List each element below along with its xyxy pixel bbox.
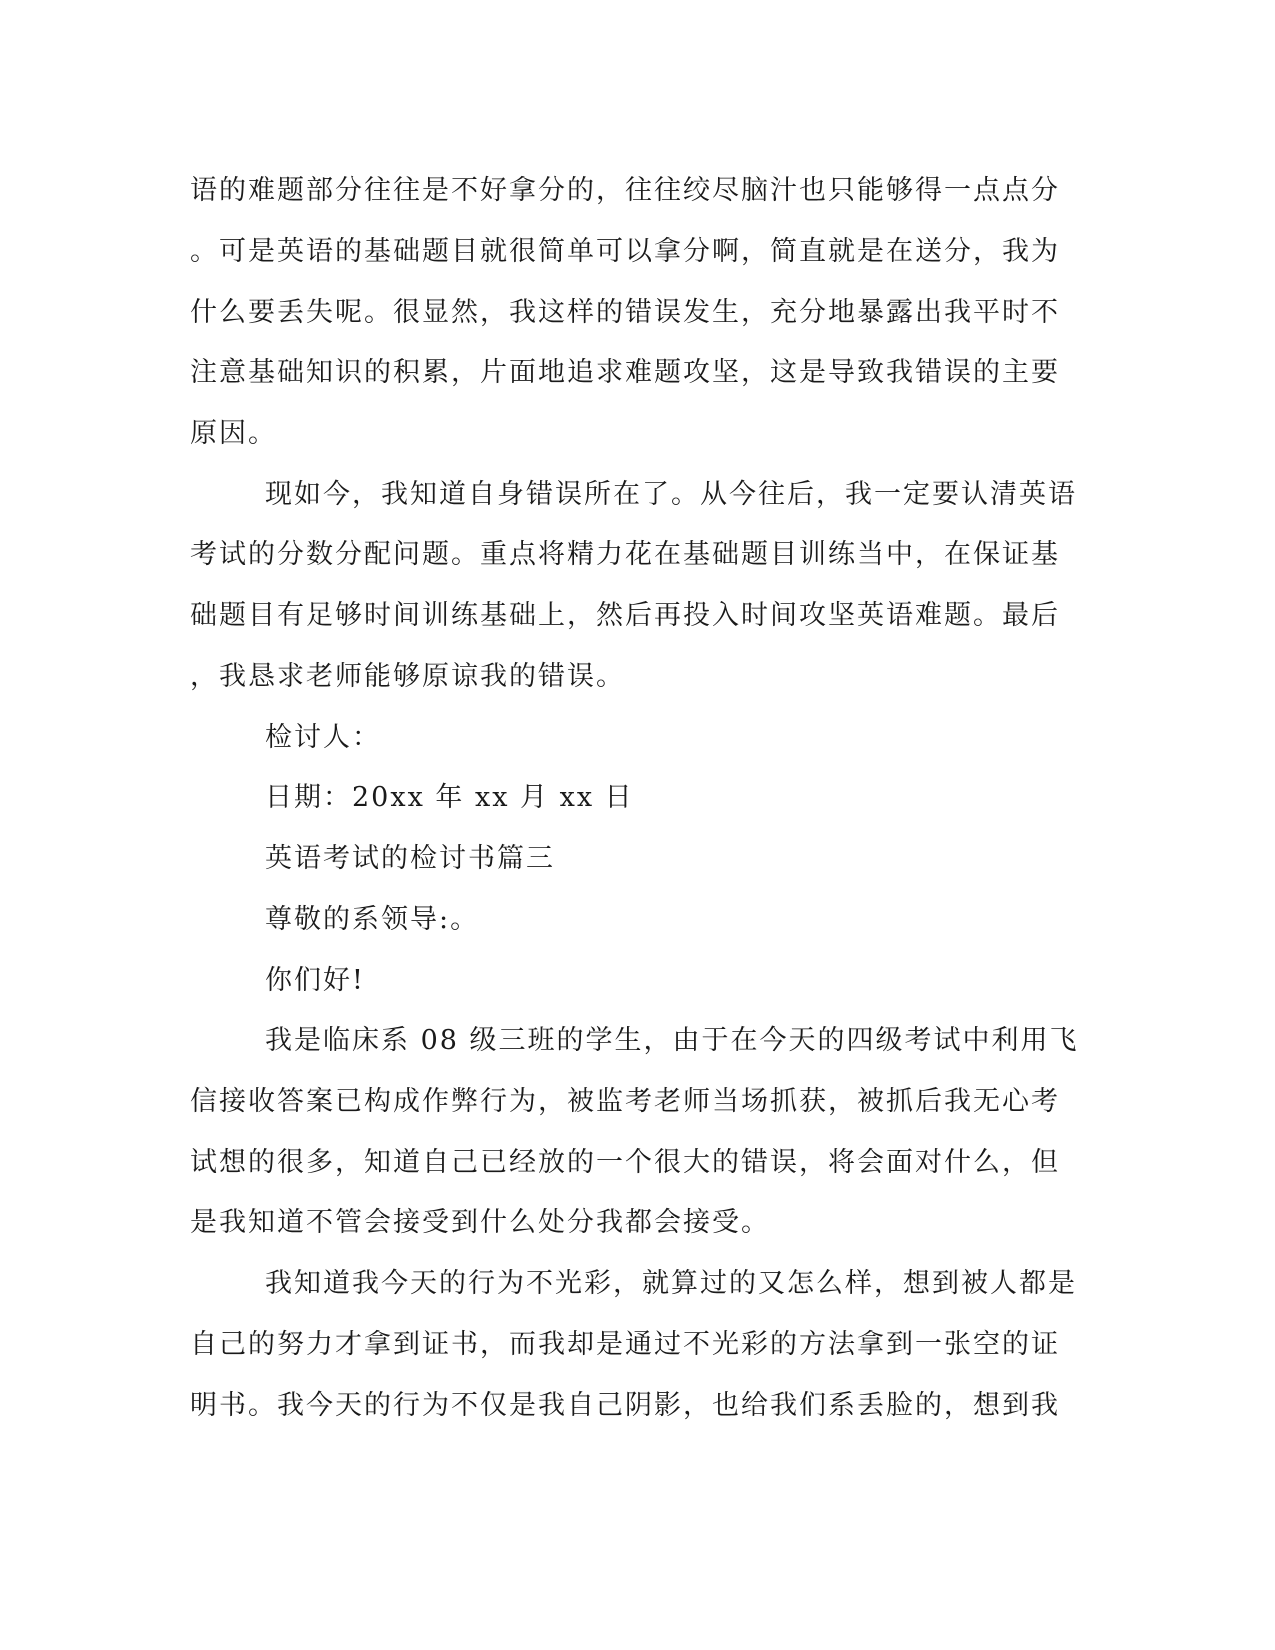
text-line: 注意基础知识的积累，片面地追求难题攻坚，这是导致我错误的主要 (190, 357, 1060, 388)
text-line: ，我恳求老师能够原谅我的错误。 (190, 661, 625, 692)
text-line: 信接收答案已构成作弊行为，被监考老师当场抓获，被抓后我无心考 (190, 1086, 1060, 1117)
text-line: 试想的很多，知道自己已经放的一个很大的错误，将会面对什么，但 (190, 1147, 1060, 1178)
text-line: 自己的努力才拿到证书，而我却是通过不光彩的方法拿到一张空的证 (190, 1329, 1060, 1360)
text-line: 明书。我今天的行为不仅是我自己阴影，也给我们系丢脸的，想到我 (190, 1390, 1060, 1421)
paragraph-start: 现如今，我知道自身错误所在了。从今往后，我一定要认清英语 (265, 479, 1077, 510)
date-line: 日期：20xx 年 xx 月 xx 日 (265, 782, 634, 813)
text-line: 础题目有足够时间训练基础上，然后再投入时间攻坚英语难题。最后 (190, 600, 1060, 631)
text-line: 考试的分数分配问题。重点将精力花在基础题目训练当中，在保证基 (190, 539, 1060, 570)
text-line: 。可是英语的基础题目就很简单可以拿分啊，简直就是在送分，我为 (190, 236, 1060, 267)
text-line: 原因。 (190, 418, 277, 449)
paragraph-start: 我是临床系 08 级三班的学生，由于在今天的四级考试中利用飞 (265, 1025, 1079, 1056)
text-line: 是我知道不管会接受到什么处分我都会接受。 (190, 1207, 770, 1238)
salutation: 尊敬的系领导:。 (265, 904, 480, 935)
text-line: 什么要丢失呢。很显然，我这样的错误发生，充分地暴露出我平时不 (190, 297, 1060, 328)
greeting: 你们好! (265, 965, 365, 996)
text-line: 语的难题部分往往是不好拿分的，往往绞尽脑汁也只能够得一点点分 (190, 175, 1060, 206)
section-title: 英语考试的检讨书篇三 (265, 843, 555, 874)
paragraph-start: 我知道我今天的行为不光彩，就算过的又怎么样，想到被人都是 (265, 1268, 1077, 1299)
signature-label: 检讨人： (265, 722, 381, 753)
